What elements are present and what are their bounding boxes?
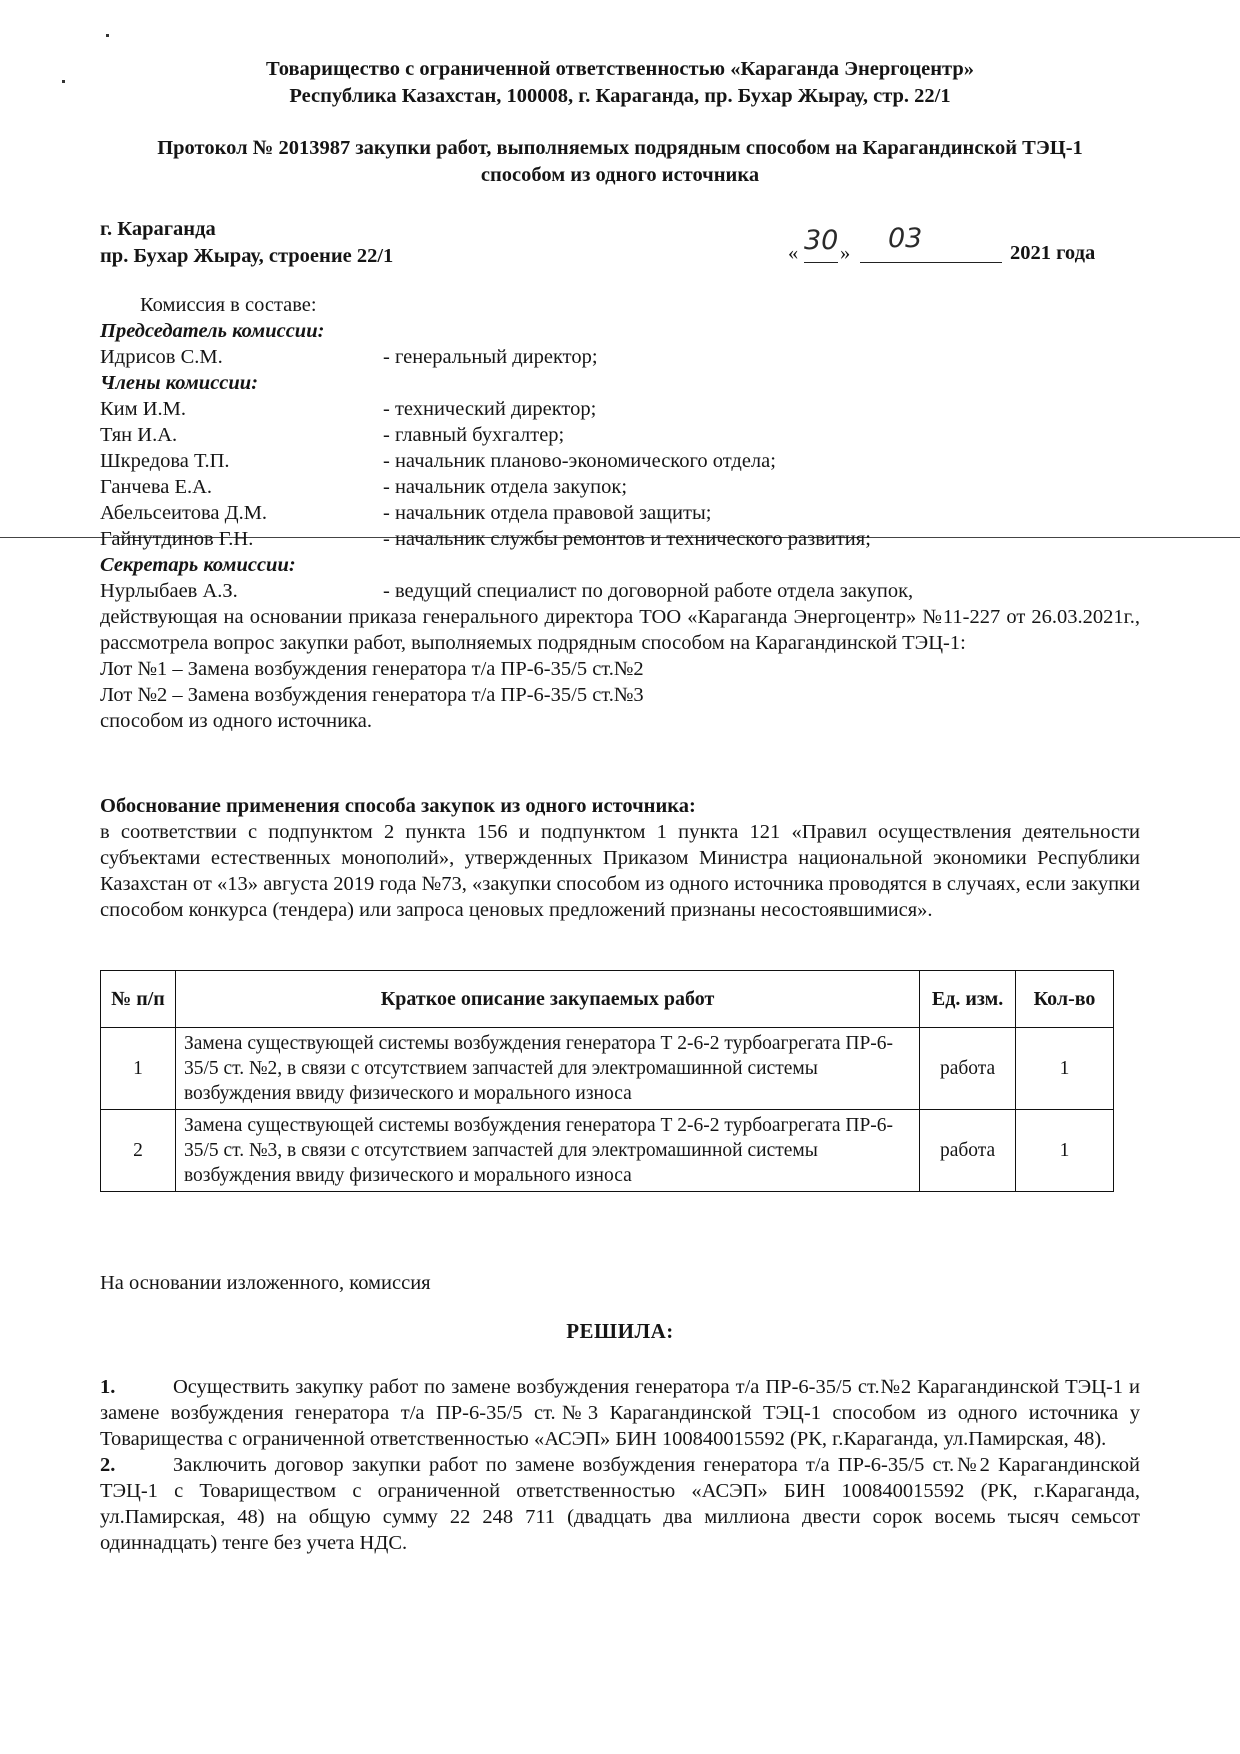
members-heading: Члены комиссии: bbox=[100, 372, 259, 394]
header-num: № п/п bbox=[101, 971, 176, 1028]
date-day-handwritten: 30 bbox=[804, 225, 839, 256]
decision-item-number: 2. bbox=[100, 1454, 116, 1476]
decision-item-text: Заключить договор закупки работ по замене возбуждения генератора т/а ПР-6-35/5 ст.№2 Карагандинской ТЭЦ-1 с Товариществом с ограниченной ответственностью «АСЭП» БИН 100840015592 (РК, г.Караганда, ул.Памирская, 48) на общую сумму 22 248 711 (двадцать два миллиона двести сорок восемь тысяч семьсот одиннадцать) тенге без учета НДС. bbox=[100, 1454, 1140, 1554]
protocol-title-line2: способом из одного источника bbox=[480, 164, 760, 186]
works-table bbox=[100, 970, 1114, 1192]
row-num: 2 bbox=[101, 1110, 176, 1192]
member-name: Идрисов С.М. bbox=[100, 346, 223, 368]
basis-block bbox=[100, 793, 1140, 923]
decision-heading: РЕШИЛА: bbox=[566, 1319, 674, 1343]
row-quantity: 1 bbox=[1016, 1110, 1114, 1192]
date-open-quote: « bbox=[788, 242, 799, 264]
commission-row bbox=[100, 344, 1140, 370]
member-name: Ганчева Е.А. bbox=[100, 476, 213, 498]
header-unit: Ед. изм. bbox=[920, 971, 1016, 1028]
protocol-date bbox=[788, 223, 1148, 268]
member-position: - генеральный директор; bbox=[383, 346, 598, 368]
lot-2: Лот №2 – Замена возбуждения генератора т/а ПР-6-35/5 ст.№3 bbox=[100, 684, 644, 706]
commission-row bbox=[100, 500, 1140, 526]
row-description: Замена существующей системы возбуждения генератора Т 2-6-2 турбоагрегата ПР-6-35/5 ст. №3, в связи с отсутствием запчастей для электромашинной системы возбуждения ввиду физического и морального износа bbox=[175, 1110, 919, 1192]
commission-row bbox=[100, 526, 1140, 552]
lot-1: Лот №1 – Замена возбуждения генератора т/а ПР-6-35/5 ст.№2 bbox=[100, 658, 644, 680]
row-unit: работа bbox=[920, 1028, 1016, 1110]
decision-item bbox=[100, 1452, 1140, 1556]
decision-item bbox=[100, 1374, 1140, 1452]
date-day-underline bbox=[804, 262, 838, 263]
acting-paragraph: действующая на основании приказа генерального директора ТОО «Караганда Энергоцентр» №11-227 от 26.03.2021г., рассмотрела вопрос закупки работ, выполняемых подрядным способом на Карагандинской ТЭЦ-1: bbox=[100, 606, 1140, 654]
member-position: - начальник отдела закупок; bbox=[383, 476, 628, 498]
place-address: пр. Бухар Жырау, строение 22/1 bbox=[100, 245, 394, 267]
member-position: - ведущий специалист по договорной работе отдела закупок, bbox=[383, 580, 914, 602]
member-name: Абельсеитова Д.М. bbox=[100, 502, 268, 524]
table-row bbox=[101, 1110, 1114, 1192]
row-quantity: 1 bbox=[1016, 1028, 1114, 1110]
organization-name: Товарищество с ограниченной ответственностью «Караганда Энергоцентр» bbox=[265, 58, 975, 80]
place-block bbox=[100, 216, 393, 270]
decision-item-text: Осуществить закупку работ по замене возбуждения генератора т/а ПР-6-35/5 ст.№2 Карагандинской ТЭЦ-1 и замене возбуждения генератора т/а ПР-6-35/5 ст.№3 Карагандинской ТЭЦ-1 способом из одного источника у Товарищества с ограниченной ответственностью «АСЭП» БИН 100840015592 (РК, г.Караганда, ул.Памирская, 48). bbox=[100, 1376, 1140, 1450]
commission-row bbox=[100, 422, 1140, 448]
row-unit: работа bbox=[920, 1110, 1016, 1192]
consideration-block bbox=[100, 604, 1140, 734]
header-quantity: Кол-во bbox=[1016, 971, 1114, 1028]
member-position: - главный бухгалтер; bbox=[383, 424, 565, 446]
date-close-quote: » bbox=[840, 242, 851, 264]
member-position: - технический директор; bbox=[383, 398, 597, 420]
date-year: 2021 года bbox=[1010, 242, 1096, 264]
row-description: Замена существующей системы возбуждения генератора Т 2-6-2 турбоагрегата ПР-6-35/5 ст. №2, в связи с отсутствием запчастей для электромашинной системы возбуждения ввиду физического и морального износа bbox=[175, 1028, 919, 1110]
table-row bbox=[101, 1028, 1114, 1110]
member-name: Шкредова Т.П. bbox=[100, 450, 230, 472]
commission-intro: Комиссия в составе: bbox=[140, 294, 317, 316]
member-name: Гайнутдинов Г.Н. bbox=[100, 528, 254, 550]
member-name: Ким И.М. bbox=[100, 398, 187, 420]
protocol-title-line1: Протокол № 2013987 закупки работ, выполняемых подрядным способом на Карагандинской ТЭЦ-1 bbox=[157, 137, 1083, 159]
table-header-row bbox=[101, 971, 1114, 1028]
commission-row bbox=[100, 578, 1140, 604]
protocol-title bbox=[100, 135, 1140, 189]
organization-header bbox=[100, 56, 1140, 110]
commission-row bbox=[100, 474, 1140, 500]
date-month-handwritten: 03 bbox=[888, 223, 923, 254]
member-position: - начальник планово-экономического отдела; bbox=[383, 450, 776, 472]
basis-heading: Обоснование применения способа закупок из одного источника: bbox=[100, 795, 696, 817]
chair-heading: Председатель комиссии: bbox=[100, 320, 325, 342]
basis-text: в соответствии с подпунктом 2 пункта 156 и подпунктом 1 пункта 121 «Правил осуществления деятельности субъектами естественных монополий», утвержденных Приказом Министра национальной экономики Республики Казахстан от «13» августа 2019 года №73, «закупки способом из одного источника проводятся в случаях, если закупки способом конкурса (тендера) или запроса ценовых предложений признаны несостоявшимися». bbox=[100, 821, 1140, 921]
organization-address: Республика Казахстан, 100008, г. Караганда, пр. Бухар Жырау, стр. 22/1 bbox=[289, 85, 951, 107]
member-position: - начальник отдела правовой защиты; bbox=[383, 502, 712, 524]
commission-row bbox=[100, 396, 1140, 422]
member-name: Тян И.А. bbox=[100, 424, 178, 446]
member-name: Нурлыбаев А.З. bbox=[100, 580, 238, 602]
member-position: - начальник службы ремонтов и технического развития; bbox=[383, 528, 871, 550]
header-description: Краткое описание закупаемых работ bbox=[175, 971, 919, 1028]
scan-speck bbox=[62, 80, 65, 83]
decision-basis: На основании изложенного, комиссия bbox=[100, 1272, 431, 1294]
place-city: г. Караганда bbox=[100, 218, 216, 240]
procurement-method: способом из одного источника. bbox=[100, 710, 372, 732]
date-month-underline bbox=[860, 262, 1002, 263]
commission-row bbox=[100, 448, 1140, 474]
decision-item-number: 1. bbox=[100, 1376, 116, 1398]
decision-list bbox=[100, 1374, 1140, 1556]
secretary-heading: Секретарь комиссии: bbox=[100, 554, 296, 576]
scan-speck bbox=[106, 34, 109, 37]
row-num: 1 bbox=[101, 1028, 176, 1110]
commission-block bbox=[100, 292, 1140, 604]
